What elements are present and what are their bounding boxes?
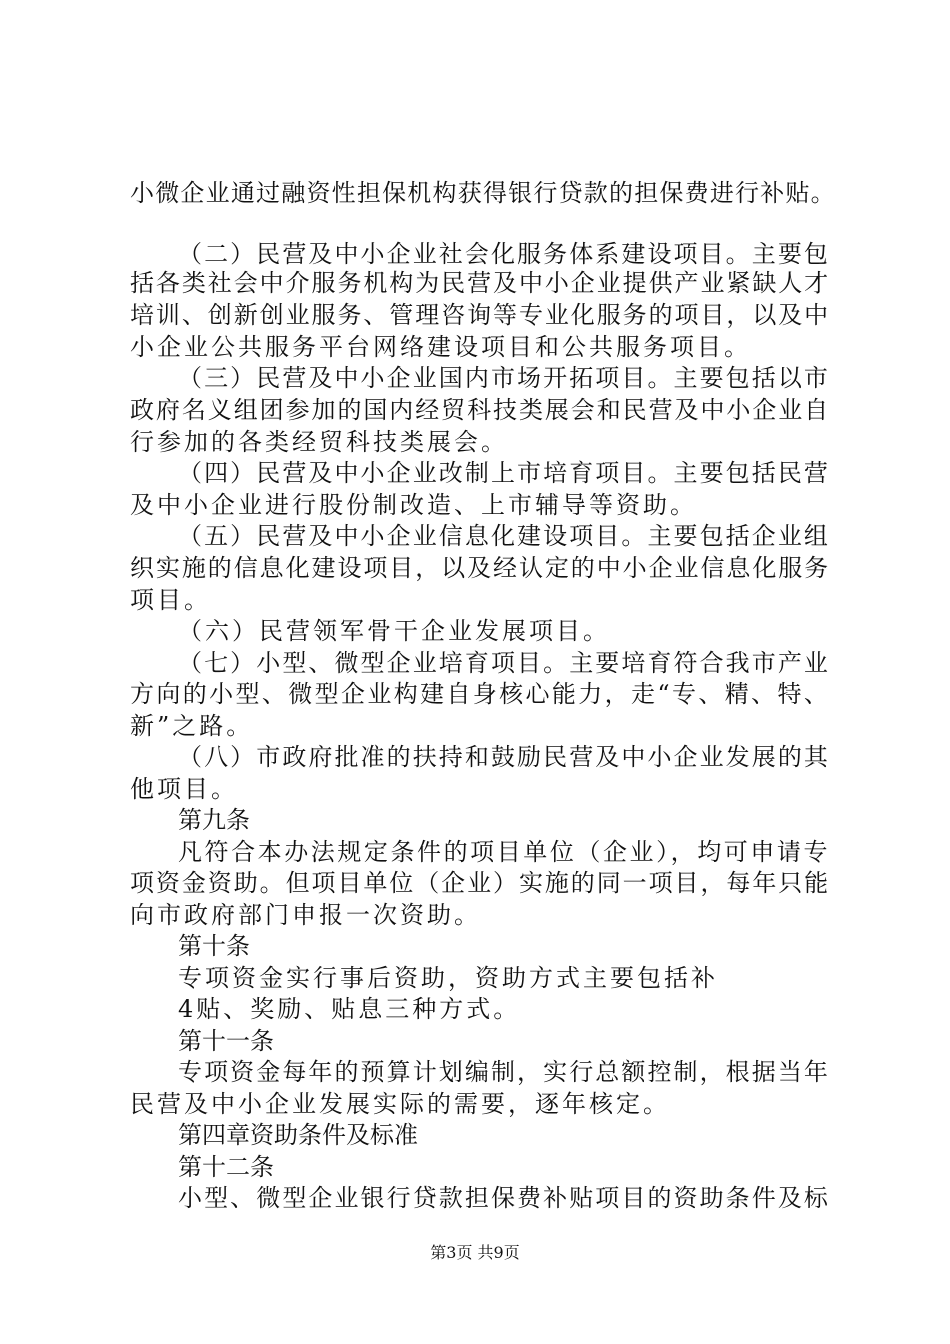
text-line: 第四章资助条件及标准 (178, 1121, 418, 1149)
text-line: 小企业公共服务平台网络建设项目和公共服务项目。 (130, 333, 751, 361)
text-line: （五）民营及中小企业信息化建设项目。主要包括企业组 (178, 522, 830, 550)
text-line: 专项资金实行事后资助，资助方式主要包括补 (178, 964, 718, 992)
text-line: （六）民营领军骨干企业发展项目。 (178, 617, 610, 645)
text-line: （三）民营及中小企业国内市场开拓项目。主要包括以市 (178, 364, 830, 392)
text-line: 项资金资助。但项目单位（企业）实施的同一项目，每年只能 (130, 869, 831, 897)
text-line: 项目。 (130, 586, 211, 614)
text-line: （四）民营及中小企业改制上市培育项目。主要包括民营 (178, 459, 830, 487)
text-line: （二）民营及中小企业社会化服务体系建设项目。主要包 (178, 240, 830, 268)
text-line: 他项目。 (130, 775, 238, 803)
text-line: 方向的小型、微型企业构建自身核心能力，走“专、精、特、 (130, 680, 831, 708)
text-line: 小型、微型企业银行贷款担保费补贴项目的资助条件及标 (178, 1184, 830, 1212)
text-line: 专项资金每年的预算计划编制，实行总额控制，根据当年 (178, 1058, 830, 1086)
text-line: 第十一条 (178, 1027, 274, 1055)
text-line: 新”之路。 (130, 712, 254, 740)
page-footer: 第3页 共9页 (430, 1243, 520, 1262)
text-line: 4贴、奖励、贴息三种方式。 (178, 995, 521, 1023)
text-line: 第九条 (178, 806, 250, 834)
text-line: 向市政府部门申报一次资助。 (130, 901, 481, 929)
text-line: 及中小企业进行股份制改造、上市辅导等资助。 (130, 491, 697, 519)
text-line: 行参加的各类经贸科技类展会。 (130, 428, 508, 456)
text-line: （七）小型、微型企业培育项目。主要培育符合我市产业 (178, 649, 830, 677)
text-line: 第十二条 (178, 1153, 274, 1181)
text-line: 政府名义组团参加的国内经贸科技类展会和民营及中小企业自 (130, 396, 831, 424)
text-line: 第十条 (178, 932, 250, 960)
text-line: 小微企业通过融资性担保机构获得银行贷款的担保费进行补贴。 (130, 179, 836, 207)
text-line: 括各类社会中介服务机构为民营及中小企业提供产业紧缺人才 (130, 269, 831, 297)
text-line: 民营及中小企业发展实际的需要，逐年核定。 (130, 1090, 670, 1118)
text-line: 凡符合本办法规定条件的项目单位（企业），均可申请专 (178, 838, 830, 866)
text-line: 织实施的信息化建设项目，以及经认定的中小企业信息化服务 (130, 554, 831, 582)
text-line: （八）市政府批准的扶持和鼓励民营及中小企业发展的其 (178, 743, 830, 771)
text-line: 培训、创新创业服务、管理咨询等专业化服务的项目，以及中 (130, 301, 831, 329)
